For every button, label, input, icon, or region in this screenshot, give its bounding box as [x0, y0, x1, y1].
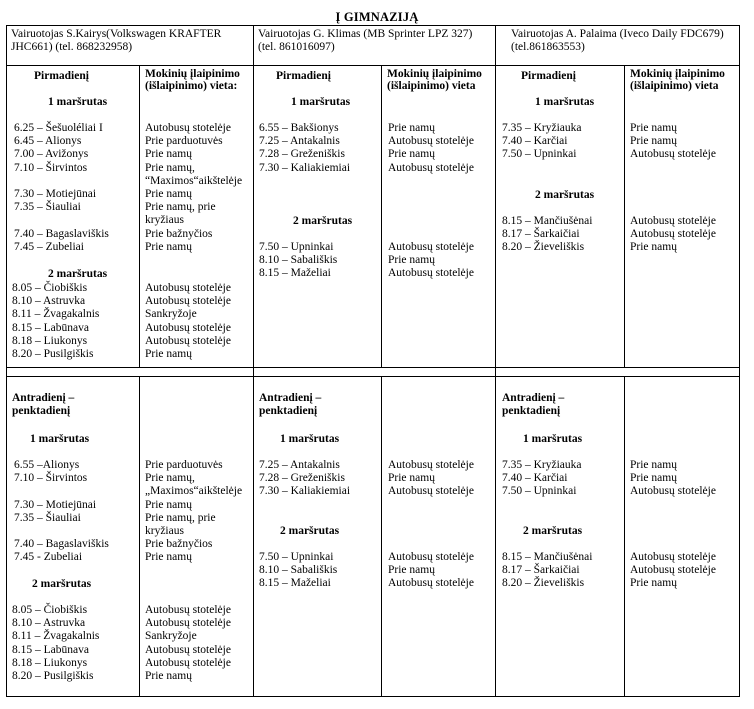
list-item: 7.10 – Širvintos — [14, 472, 88, 485]
list-item: Autobusų stotelėje — [145, 656, 231, 669]
route-list — [259, 122, 350, 175]
route-2-label: 2 maršrutas — [535, 189, 595, 201]
stop-list — [388, 122, 474, 175]
list-item: 7.40 – Karčiai — [502, 135, 568, 148]
route-list — [14, 122, 109, 254]
monday-label: Pirmadienį — [521, 70, 576, 82]
stop-list — [388, 551, 474, 591]
list-item: Autobusų stotelėje — [388, 267, 474, 280]
list-item: 8.20 – Žieveliškis — [502, 241, 585, 254]
stop-list — [145, 122, 242, 254]
list-item: 8.15 – Maželiai — [259, 577, 331, 590]
list-item: 7.50 – Upninkai — [259, 551, 334, 563]
stop-list — [630, 459, 716, 499]
route-1-label: 1 maršrutas — [48, 96, 108, 108]
list-item: 8.15 – Labūnava — [12, 321, 89, 334]
list-item: 6.55 – Bakšionys — [259, 122, 339, 134]
stop-list — [145, 459, 242, 565]
list-item: Prie namų — [145, 551, 192, 564]
list-item: Sankryžoje — [145, 630, 197, 643]
list-item: Autobusų stotelėje — [388, 459, 474, 471]
route-2-label: 2 maršrutas — [280, 525, 340, 537]
route-1-label: 1 maršrutas — [523, 433, 583, 445]
list-item: 8.05 – Čiobiškis — [12, 282, 88, 294]
list-item: 7.50 – Upninkai — [502, 485, 577, 498]
list-item: 8.18 – Liukonys — [12, 334, 88, 347]
divider — [381, 65, 382, 367]
list-item: 6.55 –Alionys — [14, 459, 80, 471]
driver-3-info: Vairuotojas A. Palaima (Iveco Daily FDC679) (tel.861863553) — [511, 28, 724, 53]
list-item: 7.00 – Avižonys — [14, 148, 89, 161]
list-item: 7.30 – Motiejūnai — [14, 498, 97, 511]
route-2-label: 2 maršrutas — [48, 268, 108, 280]
route-list — [502, 459, 582, 499]
list-item: 7.35 – Šiauliai — [14, 201, 81, 214]
stop-col-header: Mokinių įlaipinimo (išlaipinimo) vieta — [387, 68, 482, 92]
list-item: Autobusų stotelėje — [145, 604, 231, 616]
list-item: Prie namų, prie — [145, 511, 216, 524]
list-item: “Maximos“aikštelėje — [145, 174, 243, 187]
list-item: 7.30 – Motiejūnai — [14, 188, 97, 200]
divider — [6, 367, 740, 368]
list-item: 6.25 – Šešuoléliai I — [14, 122, 103, 134]
list-item: Prie namų — [145, 240, 192, 253]
monday-label: Pirmadienį — [34, 70, 89, 82]
list-item: Prie namų — [630, 472, 677, 485]
list-item: Autobusų stotelėje — [388, 577, 474, 590]
list-item: 8.11 – Žvagakalnis — [12, 308, 100, 321]
list-item: Prie namų — [630, 122, 677, 134]
list-item: 7.30 – Kaliakiemiai — [259, 485, 351, 498]
list-item: Autobusų stotelėje — [145, 617, 231, 630]
list-item: Prie bažnyčios — [145, 227, 213, 240]
list-item: Autobusų stotelėje — [145, 295, 231, 308]
list-item: Prie namų — [388, 148, 435, 161]
route-list — [259, 241, 337, 281]
list-item: Prie parduotuvės — [145, 459, 223, 471]
route-1-label: 1 maršrutas — [535, 96, 595, 108]
divider — [624, 65, 625, 367]
stop-list — [145, 282, 231, 361]
divider — [253, 25, 254, 697]
stop-list — [630, 551, 716, 591]
list-item: 7.35 – Kryžiauka — [502, 122, 582, 134]
list-item: Prie namų — [145, 148, 192, 161]
page-title: Į GIMNAZIJĄ — [335, 10, 419, 24]
list-item: 7.45 – Zubeliai — [14, 240, 84, 253]
list-item: Autobusų stotelėje — [145, 321, 231, 334]
route-list — [502, 122, 582, 162]
driver-2-info: Vairuotojas G. Klimas (MB Sprinter LPZ 327) (tel. 861016097) — [258, 28, 473, 53]
route-2-label: 2 maršrutas — [32, 578, 92, 590]
list-item: Prie namų, prie — [145, 201, 216, 214]
list-item: Prie namų — [145, 498, 192, 511]
list-item: 8.15 – Mančiušėnai — [502, 551, 593, 563]
list-item: 8.10 – Sabališkis — [259, 564, 338, 577]
list-item: kryžiaus — [145, 214, 184, 227]
list-item: Autobusų stotelėje — [388, 135, 474, 148]
list-item: Prie namų — [630, 459, 677, 471]
list-item: „Maximos“aikštelėje — [145, 485, 243, 498]
list-item: 7.28 – Greženiškis — [259, 472, 345, 485]
list-item: Autobusų stotelėje — [145, 334, 231, 347]
list-item: 7.40 – Karčiai — [502, 472, 568, 485]
list-item: Prie bažnyčios — [145, 538, 213, 551]
list-item: 7.25 – Antakalnis — [259, 135, 340, 148]
list-item: Prie namų — [630, 241, 677, 254]
list-item: Autobusų stotelėje — [145, 643, 231, 656]
list-item: 8.15 – Labūnava — [12, 643, 89, 656]
list-item: Prie namų — [388, 254, 435, 267]
route-1-label: 1 maršrutas — [291, 96, 351, 108]
list-item: 8.10 – Astruvka — [12, 617, 86, 630]
route-list — [259, 459, 350, 499]
list-item: 8.20 – Pusilgiškis — [12, 670, 94, 683]
list-item: Autobusų stotelėje — [388, 485, 474, 498]
stop-col-header: Mokinių įlaipinimo (išlaipinimo) vieta: — [145, 68, 240, 92]
list-item: 8.17 – Šarkaičiai — [502, 228, 580, 241]
route-2-label: 2 maršrutas — [523, 525, 583, 537]
stop-list — [145, 604, 231, 683]
list-item: 7.35 – Šiauliai — [14, 511, 81, 524]
list-item: 7.28 – Greženiškis — [259, 148, 345, 161]
list-item: Autobusų stotelėje — [630, 551, 716, 563]
list-item: 8.05 – Čiobiškis — [12, 604, 88, 616]
list-item: 7.50 – Upninkai — [259, 241, 334, 253]
divider — [495, 25, 496, 697]
list-item: 8.20 – Pusilgiškis — [12, 348, 94, 361]
tue-fri-label: Antradienį – penktadienį — [502, 392, 565, 417]
driver-1-info: Vairuotojas S.Kairys(Volkswagen KRAFTER JHC661) (tel. 868232958) — [11, 28, 222, 53]
list-item: Autobusų stotelėje — [630, 215, 716, 227]
divider — [6, 376, 740, 377]
list-item: 6.45 – Alionys — [14, 135, 82, 148]
stop-list — [630, 215, 716, 255]
list-item: 8.15 – Mančiušėnai — [502, 215, 593, 227]
route-list — [12, 282, 99, 361]
list-item: 8.20 – Žieveliškis — [502, 577, 585, 590]
route-list — [14, 459, 109, 565]
list-item: 8.11 – Žvagakalnis — [12, 630, 100, 643]
list-item: Prie namų — [630, 577, 677, 590]
divider — [6, 65, 740, 66]
list-item: 7.45 - Zubeliai — [14, 551, 83, 564]
route-1-label: 1 maršrutas — [280, 433, 340, 445]
list-item: 7.35 – Kryžiauka — [502, 459, 582, 471]
list-item: Autobusų stotelėje — [388, 551, 474, 563]
route-list — [12, 604, 99, 683]
route-list — [502, 551, 592, 591]
list-item: 7.40 – Bagaslaviškis — [14, 538, 109, 551]
route-list — [502, 215, 592, 255]
list-item: Autobusų stotelėje — [630, 228, 716, 241]
list-item: 7.25 – Antakalnis — [259, 459, 340, 471]
list-item: Autobusų stotelėje — [630, 564, 716, 577]
tue-fri-label: Antradienį – penktadienį — [259, 392, 322, 417]
stop-list — [388, 459, 474, 499]
list-item: 7.30 – Kaliakiemiai — [259, 161, 351, 174]
list-item: Autobusų stotelėje — [145, 282, 231, 294]
list-item: Prie namų, — [145, 472, 195, 485]
list-item: Prie namų — [388, 564, 435, 577]
divider — [624, 376, 625, 697]
list-item: Prie namų — [388, 472, 435, 485]
list-item: Prie namų, — [145, 161, 195, 174]
list-item: 8.15 – Maželiai — [259, 267, 331, 280]
list-item: 7.40 – Bagaslaviškis — [14, 227, 109, 240]
list-item: Autobusų stotelėje — [630, 485, 716, 498]
list-item: 8.18 – Liukonys — [12, 656, 88, 669]
tue-fri-label: Antradienį – penktadienį — [12, 392, 75, 417]
divider — [139, 65, 140, 367]
route-2-label: 2 maršrutas — [293, 215, 353, 227]
route-list — [259, 551, 337, 591]
list-item: 8.10 – Sabališkis — [259, 254, 338, 267]
list-item: 7.10 – Širvintos — [14, 161, 88, 174]
list-item: 8.10 – Astruvka — [12, 295, 86, 308]
divider — [381, 376, 382, 697]
list-item: Autobusų stotelėje — [388, 241, 474, 253]
route-1-label: 1 maršrutas — [30, 433, 90, 445]
list-item: 7.50 – Upninkai — [502, 148, 577, 161]
list-item: 8.17 – Šarkaičiai — [502, 564, 580, 577]
list-item: Autobusų stotelėje — [145, 122, 231, 134]
list-item: Prie namų — [145, 188, 192, 201]
stop-list — [630, 122, 716, 162]
list-item: Prie namų — [145, 348, 192, 361]
monday-label: Pirmadienį — [276, 70, 331, 82]
list-item: kryžiaus — [145, 525, 184, 538]
stop-col-header: Mokinių įlaipinimo (išlaipinimo) vieta — [630, 68, 725, 92]
list-item: Prie namų — [145, 670, 192, 683]
list-item: Prie namų — [388, 122, 435, 134]
list-item: Prie namų — [630, 135, 677, 148]
divider — [139, 376, 140, 697]
list-item: Autobusų stotelėje — [388, 161, 474, 174]
list-item: Autobusų stotelėje — [630, 148, 716, 161]
list-item: Sankryžoje — [145, 308, 197, 321]
list-item: Prie parduotuvės — [145, 135, 223, 148]
stop-list — [388, 241, 474, 281]
